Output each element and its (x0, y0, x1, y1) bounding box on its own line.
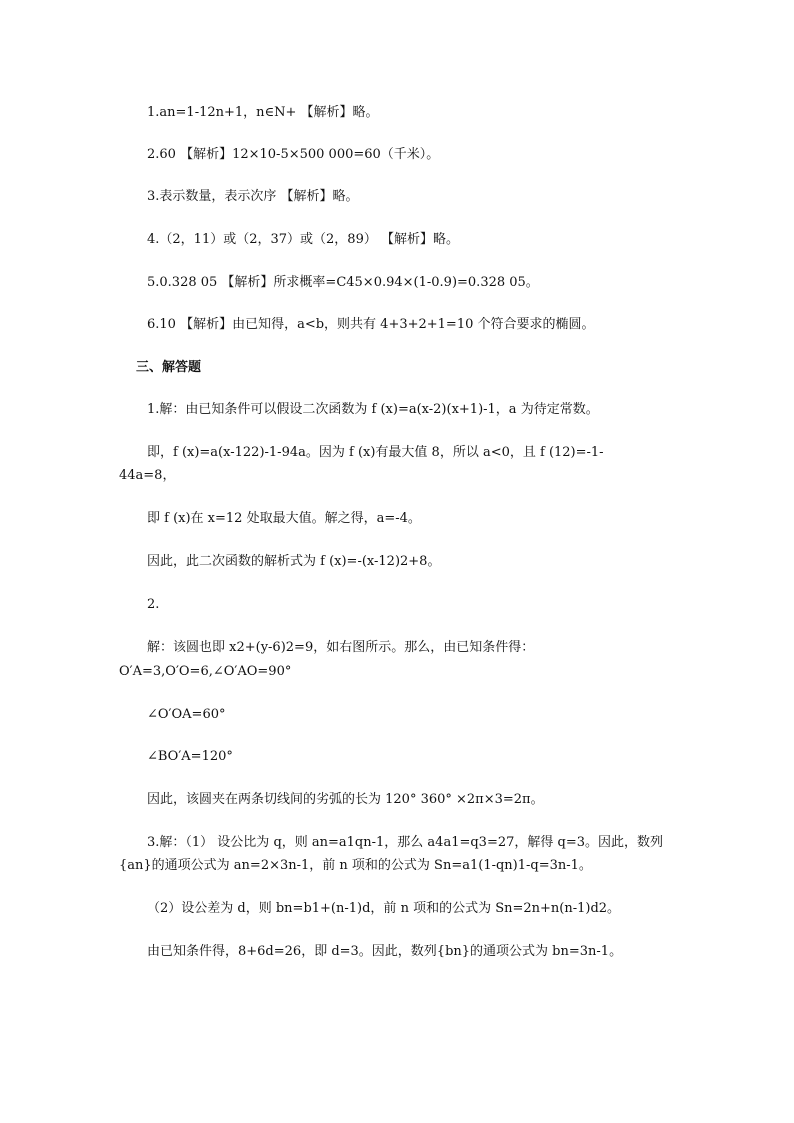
solution-2-line-5: 因此，该圆夹在两条切线间的劣弧的长为 120° 360° ×2π×3=2π。 (147, 792, 544, 807)
solution-1-line-5: 因此，此二次函数的解析式为 f (x)=-(x-12)2+8。 (147, 554, 441, 569)
solution-2-line-1: 解：该圆也即 x2+(y-6)2=9，如右图所示。那么，由已知条件得： (147, 640, 535, 655)
solution-1-line-4: 即 f (x)在 x=12 处取最大值。解之得，a=-4。 (147, 511, 421, 526)
solution-1-line-2: 即，f (x)=a(x-122)-1-94a。因为 f (x)有最大值 8，所以 a<0，且 f (12)=-1- (147, 445, 604, 460)
answer-line-6: 6.10 【解析】由已知得，a<b，则共有 4+3+2+1=10 个符合要求的椭圆。 (147, 317, 595, 332)
solution-3-line-2: {an}的通项公式为 an=2×3n-1，前 n 项和的公式为 Sn=a1(1-qn)1-q=3n-1。 (119, 858, 592, 873)
answer-line-4: 4.（2，11）或（2，37）或（2，89） 【解析】略。 (147, 232, 459, 247)
solution-2-line-3: ∠O′OA=60° (147, 707, 226, 722)
solution-3-line-4: 由已知条件得，8+6d=26，即 d=3。因此，数列{bn}的通项公式为 bn=3n-1。 (147, 944, 623, 959)
solution-3-line-1: 3.解：（1） 设公比为 q，则 an=a1qn-1，那么 a4a1=q3=27，解得 q=3。因此，数列 (147, 835, 664, 850)
section-heading: 三、解答题 (136, 360, 202, 375)
answer-line-2: 2.60 【解析】12×10-5×500 000=60（千米）。 (147, 147, 440, 162)
solution-2-number: 2. (147, 597, 160, 612)
answer-line-3: 3.表示数量，表示次序 【解析】略。 (147, 189, 359, 204)
solution-2-line-2: O′A=3,O′O=6,∠O′AO=90° (119, 664, 292, 679)
answer-line-5: 5.0.328 05 【解析】所求概率=C45×0.94×(1-0.9)=0.328 05。 (147, 275, 539, 290)
solution-1-line-1: 1.解：由已知条件可以假设二次函数为 f (x)=a(x-2)(x+1)-1，a 为待定常数。 (147, 402, 599, 417)
solution-2-line-4: ∠BO′A=120° (147, 749, 233, 764)
solution-1-line-3: 44a=8， (119, 468, 176, 483)
answer-line-1: 1.an=1-12n+1，n∈N+ 【解析】略。 (147, 105, 379, 120)
solution-3-line-3: （2）设公差为 d，则 bn=b1+(n-1)d，前 n 项和的公式为 Sn=2n+n(n-1)d2。 (147, 901, 621, 916)
